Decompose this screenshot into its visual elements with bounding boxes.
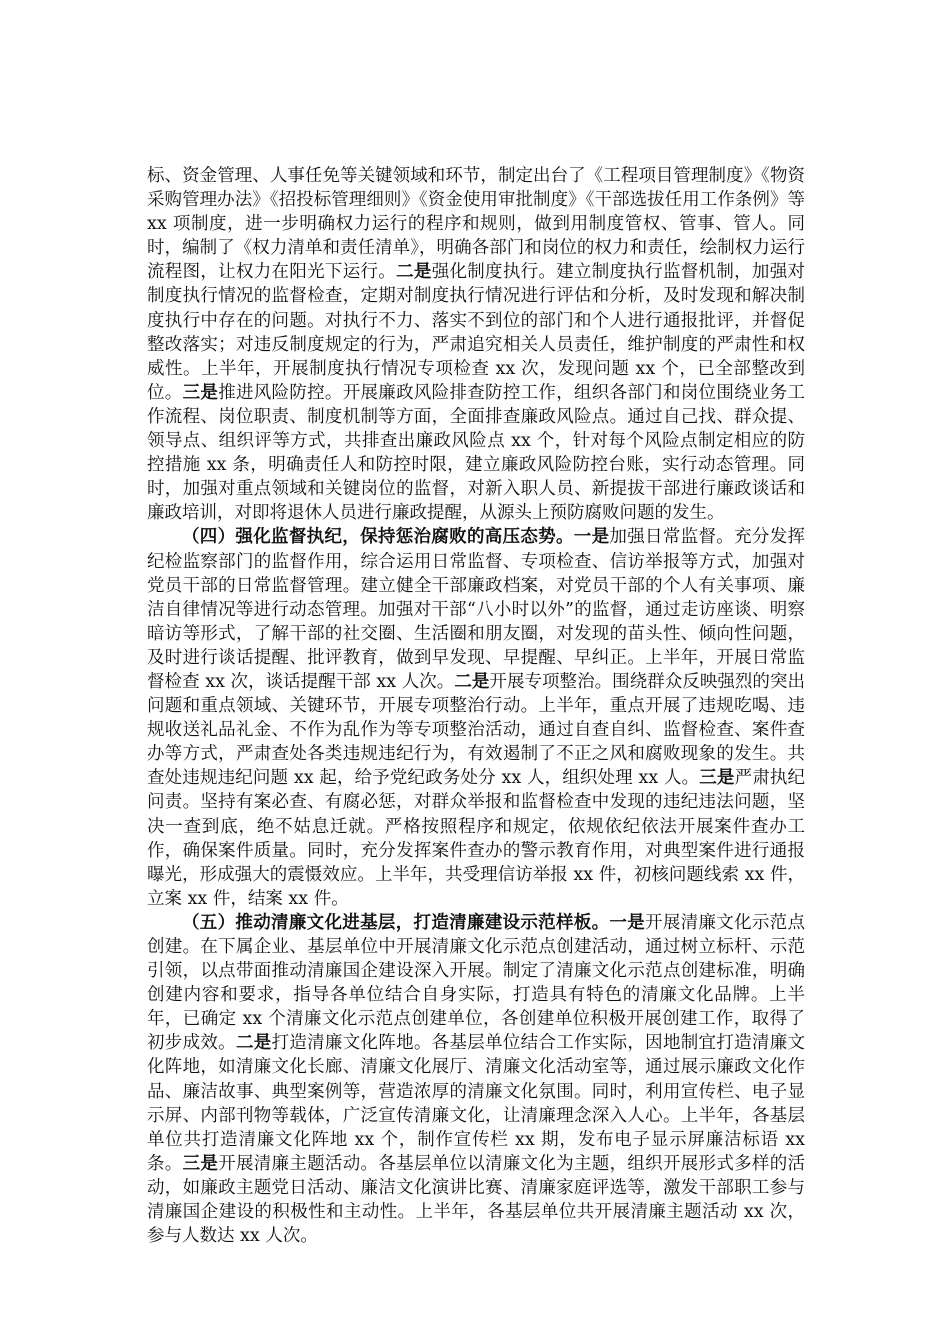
paragraph-text: 推进风险防控。开展廉政风险排查防控工作，组织各部门和岗位围绕业务工作流程、岗位职责、制度机制等方面，全面排查廉政风险点。通过自己找、群众提、领导点、组织评等方式，共排查出廉政风险点 xx 个，针对每个风险点制定相应的防控措施 xx 条，明确责任人和防控时限，建立廉政风险防控台账，实行动态管理。同时，加强对重点领域和关键岗位的监督，对新入职人员、新提拔干部进行廉政谈话和廉政培训，对即将退休人员进行廉政提醒，从源头上预防腐败问题的发生。 (147, 382, 806, 524)
paragraph-text: 严肃执纪问责。坚持有案必查、有腐必惩，对群众举报和监督检查中发现的违纪违法问题，坚决一查到底，绝不姑息迁就。严格按照程序和规定，依规依纪依法开展案件查办工作，确保案件质量。同时，充分发挥案件查办的警示教育作用，对典型案件进行通报曝光，形成强大的震慑效应。上半年，共受理信访举报 xx 件，初核问题线索 xx 件，立案 xx 件，结案 xx 件。 (147, 768, 806, 909)
paragraph-text: 打造清廉文化阵地。各基层单位结合工作实际，因地制宜打造清廉文化阵地，如清廉文化长廊、清廉文化展厅、清廉文化活动室等，通过展示廉政文化作品、廉洁故事、典型案例等，营造浓厚的清廉文化氛围。同时，利用宣传栏、电子显示屏、内部刊物等载体，广泛宣传清廉文化，让清廉理念深入人心。上半年，各基层单位共打造清廉文化阵地 xx 个，制作宣传栏 xx 期，发布电子显示屏廉洁标语 xx 条。 (147, 1033, 806, 1174)
emphasis-label: 二是 (454, 671, 490, 692)
emphasis-label: 三是 (182, 1153, 219, 1174)
paragraph-text: 强化制度执行。建立制度执行监督机制，加强对制度执行情况的监督检查，定期对制度执行情况进行评估和分析，及时发现和解决制度执行中存在的问题。对执行不力、落实不到位的部门和个人进行通报批评，并督促整改落实；对违反制度规定的行为，严肃追究相关人员责任，维护制度的严肃性和权威性。上半年，开展制度执行情况专项检查 xx 次，发现问题 xx 个，已全部整改到位。 (147, 262, 806, 403)
paragraph-text: 开展专项整治。围绕群众反映强烈的突出问题和重点领域、关键环节，开展专项整治行动。上半年，重点开展了违规吃喝、违规收送礼品礼金、不作为乱作为等专项整治活动，通过自查自纠、监督检查、案件查办等方式，严肃查处各类违规违纪行为，有效遏制了不正之风和腐败现象的发生。共查处违规违纪问题 xx 起，给予党纪政务处分 xx 人，组织处理 xx 人。 (147, 671, 806, 789)
document-body (147, 164, 805, 1248)
paragraph-system-building (147, 164, 805, 525)
paragraph-supervision (147, 525, 805, 911)
emphasis-label: 一是 (573, 527, 610, 548)
paragraph-clean-culture (147, 911, 805, 1248)
section-heading-5: （五）推动清廉文化进基层，打造清廉建设示范样板。 (182, 912, 610, 933)
paragraph-text: 标、资金管理、人事任免等关键领域和环节，制定出台了《工程项目管理制度》《物资采购管理办法》《招投标管理细则》《资金使用审批制度》《干部选拔任用工作条例》等 xx 项制度，进一步明确权力运行的程序和规则，做到用制度管权、管事、管人。同时，编制了《权力清单和责任清单》，明确各部门和岗位的权力和责任，绘制权力运行流程图，让权力在阳光下运行。 (147, 166, 805, 283)
section-heading-4: （四）强化监督执纪，保持惩治腐败的高压态势。 (182, 527, 574, 548)
paragraph-text: 开展清廉主题活动。各基层单位以清廉文化为主题，组织开展形式多样的活动，如廉政主题党日活动、廉洁文化演讲比赛、清廉家庭评选等，激发干部职工参与清廉国企建设的积极性和主动性。上半年，各基层单位共开展清廉主题活动 xx 次，参与人数达 xx 人次。 (147, 1153, 806, 1247)
emphasis-label: 二是 (396, 262, 432, 283)
emphasis-label: 二是 (235, 1033, 272, 1054)
emphasis-label: 一是 (609, 912, 646, 933)
emphasis-label: 三是 (182, 382, 219, 403)
paragraph-text: 加强日常监督。充分发挥纪检监察部门的监督作用，综合运用日常监督、专项检查、信访举报等方式，加强对党员干部的日常监督管理。建立健全干部廉政档案，对党员干部的个人有关事项、廉洁自律情况等进行动态管理。加强对干部“八小时以外”的监督，通过走访座谈、明察暗访等形式，了解干部的社交圈、生活圈和朋友圈，对发现的苗头性、倾向性问题，及时进行谈话提醒、批评教育，做到早发现、早提醒、早纠正。上半年，开展日常监督检查 xx 次，谈话提醒干部 xx 人次。 (147, 527, 806, 692)
emphasis-label: 三是 (699, 768, 735, 789)
paragraph-text: 开展清廉文化示范点创建。在下属企业、基层单位中开展清廉文化示范点创建活动，通过树立标杆、示范引领，以点带面推动清廉国企建设深入开展。制定了清廉文化示范点创建标准，明确创建内容和要求，指导各单位结合自身实际，打造具有特色的清廉文化品牌。上半年，已确定 xx 个清廉文化示范点创建单位，各创建单位积极开展创建工作，取得了初步成效。 (147, 912, 806, 1054)
